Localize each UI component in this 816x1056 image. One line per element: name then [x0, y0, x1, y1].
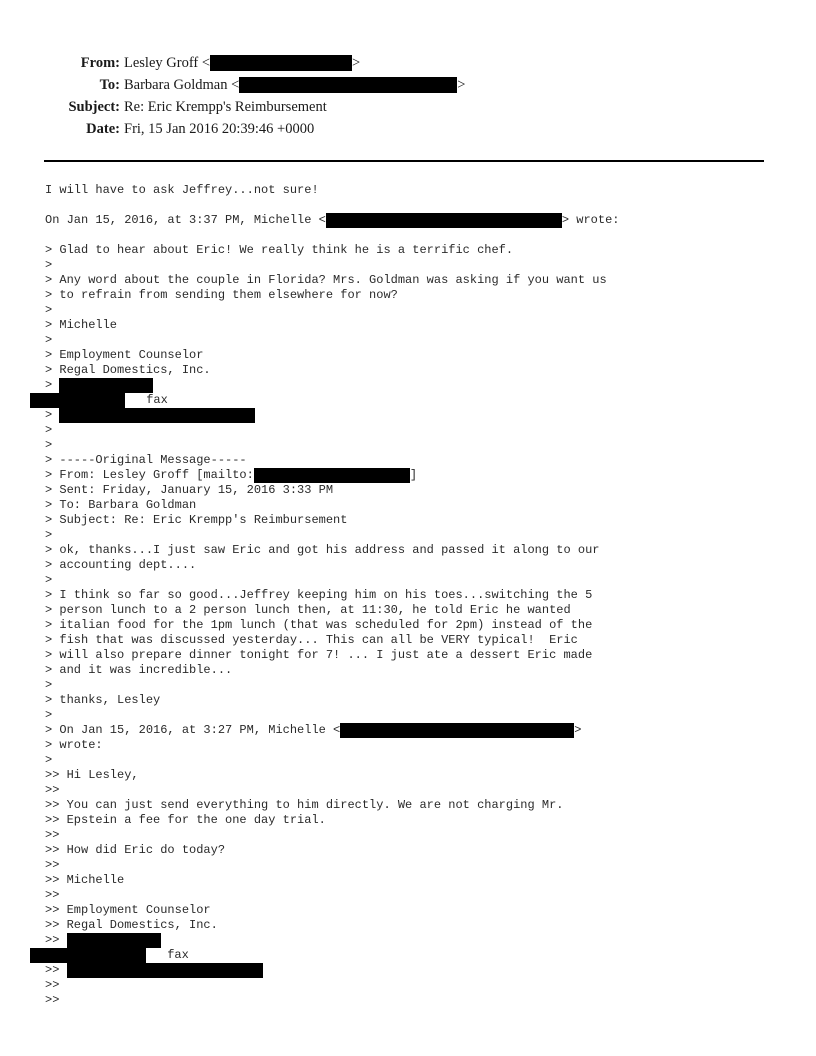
- body-line: [45, 378, 619, 393]
- body-line: > ok, thanks...I just saw Eric and got his address and passed it along to our: [45, 543, 600, 557]
- body-line: [45, 933, 619, 948]
- quote-marker: >>: [45, 963, 67, 977]
- body-line: > accounting dept....: [45, 558, 197, 572]
- body-line: > Employment Counselor: [45, 348, 204, 362]
- from-value: Lesley Groff <: [124, 55, 211, 71]
- body-line: > I think so far so good...Jeffrey keeping him on his toes...switching the 5: [45, 588, 593, 602]
- body-line: >>: [45, 993, 60, 1007]
- body-line: >>: [45, 828, 60, 842]
- bracket: ]: [409, 468, 418, 482]
- body-line: [45, 948, 619, 963]
- body-line: > italian food for the 1pm lunch (that was scheduled for 2pm) instead of the: [45, 618, 593, 632]
- redaction-bar: [254, 468, 410, 483]
- email-header: [44, 52, 465, 140]
- from-tail: >: [352, 55, 361, 71]
- body-line: >: [45, 423, 53, 437]
- quote-marker: >>: [45, 933, 67, 947]
- subject-row: [44, 96, 465, 118]
- body-line: > fish that was discussed yesterday... This can all be VERY typical! Eric: [45, 633, 578, 647]
- redaction-bar: [239, 77, 457, 93]
- bracket: >: [574, 723, 582, 737]
- fax-label: fax: [160, 948, 189, 962]
- body-line: >> Regal Domestics, Inc.: [45, 918, 218, 932]
- body-line: >: [45, 438, 53, 452]
- quote-marker: >: [45, 408, 60, 422]
- subject-label: Subject:: [68, 99, 120, 115]
- redaction-bar: [30, 948, 146, 963]
- body-line: [45, 228, 619, 243]
- header-divider: [44, 160, 764, 162]
- body-line: >: [45, 753, 53, 767]
- body-line: >: [45, 528, 53, 542]
- body-line: >: [45, 708, 53, 722]
- redaction-bar: [326, 213, 562, 228]
- quote-attribution: > On Jan 15, 2016, at 3:27 PM, Michelle <: [45, 723, 341, 737]
- body-line: > Glad to hear about Eric! We really think he is a terrific chef.: [45, 243, 514, 257]
- body-line: >>: [45, 858, 60, 872]
- body-line: >: [45, 303, 53, 317]
- body-line: [45, 468, 619, 483]
- redaction-bar: [30, 393, 125, 408]
- body-line: > To: Barbara Goldman: [45, 498, 197, 512]
- body-line: >: [45, 678, 53, 692]
- body-line: > Any word about the couple in Florida? Mrs. Goldman was asking if you want us: [45, 273, 607, 287]
- body-line: >> Employment Counselor: [45, 903, 211, 917]
- from-label: From:: [80, 55, 120, 71]
- body-line: [45, 963, 619, 978]
- subject-value: Re: Eric Krempp's Reimbursement: [124, 99, 327, 115]
- email-body: [45, 183, 619, 1008]
- body-line: >>: [45, 783, 60, 797]
- body-line: >>: [45, 888, 60, 902]
- to-label: To:: [99, 77, 120, 93]
- body-line: [45, 393, 619, 408]
- to-tail: >: [457, 77, 466, 93]
- body-line: > thanks, Lesley: [45, 693, 161, 707]
- body-line: > will also prepare dinner tonight for 7! ... I just ate a dessert Eric made: [45, 648, 593, 662]
- redaction-bar: [210, 55, 352, 71]
- to-row: [44, 74, 465, 96]
- redaction-bar: [67, 963, 263, 978]
- body-line: [45, 213, 619, 228]
- body-line: I will have to ask Jeffrey...not sure!: [45, 183, 319, 197]
- body-line: >> You can just send everything to him directly. We are not charging Mr.: [45, 798, 564, 812]
- date-value: Fri, 15 Jan 2016 20:39:46 +0000: [124, 121, 315, 137]
- body-line: > person lunch to a 2 person lunch then, at 11:30, he told Eric he wanted: [45, 603, 571, 617]
- body-line: > Regal Domestics, Inc.: [45, 363, 211, 377]
- body-line: > to refrain from sending them elsewhere for now?: [45, 288, 398, 302]
- body-line: > Michelle: [45, 318, 118, 332]
- body-line: >: [45, 333, 53, 347]
- body-line: > Sent: Friday, January 15, 2016 3:33 PM: [45, 483, 334, 497]
- body-line: >> Epstein a fee for the one day trial.: [45, 813, 326, 827]
- redaction-bar: [67, 933, 161, 948]
- body-line: > wrote:: [45, 738, 103, 752]
- body-line: > Subject: Re: Eric Krempp's Reimbursement: [45, 513, 348, 527]
- body-line: [45, 408, 619, 423]
- quote-attribution-tail: > wrote:: [561, 213, 620, 227]
- body-line: >> Hi Lesley,: [45, 768, 139, 782]
- body-line: [45, 198, 619, 213]
- redaction-bar: [340, 723, 574, 738]
- body-line: >> How did Eric do today?: [45, 843, 226, 857]
- body-line: >: [45, 573, 53, 587]
- body-line: [45, 723, 619, 738]
- body-line: > -----Original Message-----: [45, 453, 247, 467]
- body-line: >>: [45, 978, 60, 992]
- quote-marker: >: [45, 378, 60, 392]
- date-label: Date:: [86, 121, 120, 137]
- quoted-from: > From: Lesley Groff [mailto:: [45, 468, 254, 482]
- body-line: >: [45, 258, 53, 272]
- fax-label: fax: [139, 393, 168, 407]
- to-value: Barbara Goldman <: [124, 77, 240, 93]
- from-row: [44, 52, 465, 74]
- body-line: > and it was incredible...: [45, 663, 233, 677]
- body-line: >> Michelle: [45, 873, 125, 887]
- quote-attribution: On Jan 15, 2016, at 3:37 PM, Michelle <: [45, 213, 326, 227]
- redaction-bar: [59, 408, 255, 423]
- redaction-bar: [59, 378, 153, 393]
- date-row: [44, 118, 465, 140]
